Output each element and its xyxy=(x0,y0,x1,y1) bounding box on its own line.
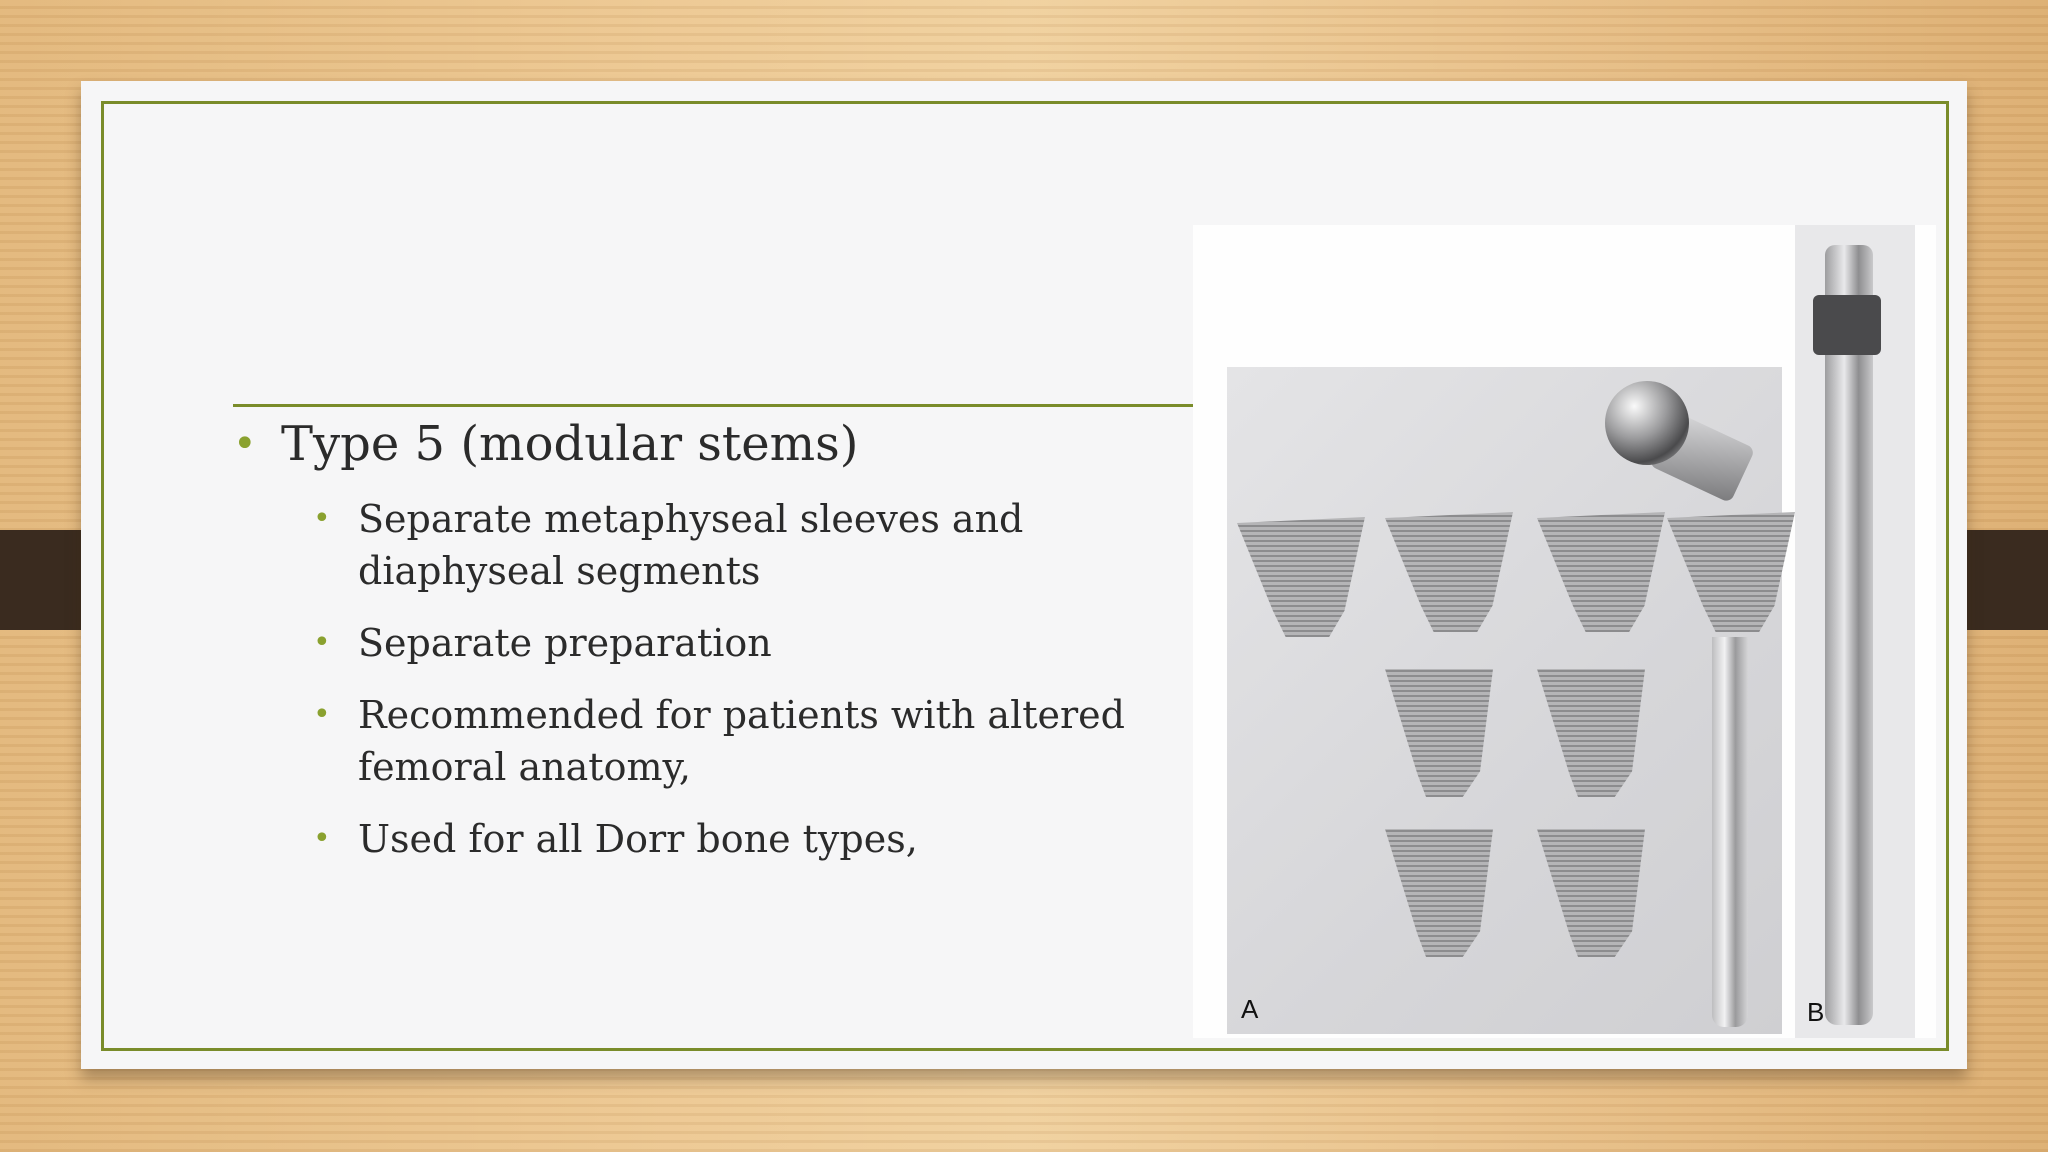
metaphyseal-sleeve xyxy=(1237,517,1365,637)
panel-b-label: B xyxy=(1807,997,1825,1027)
bullet-dot-icon: • xyxy=(313,625,331,660)
bullet-dot-icon: • xyxy=(233,421,257,467)
modular-stem-photo xyxy=(1193,225,1936,1038)
bullet-dot-icon: • xyxy=(313,697,331,732)
metaphyseal-sleeve xyxy=(1385,669,1493,797)
metaphyseal-sleeve xyxy=(1385,512,1513,632)
bullet-item-dorr-types xyxy=(231,813,1191,865)
bullet-text: Recommended for patients with altered femoral anatomy, xyxy=(358,693,1125,789)
slide xyxy=(81,81,1967,1069)
metaphyseal-sleeve xyxy=(1537,829,1645,957)
bullet-list xyxy=(231,411,1191,865)
diaphyseal-stem-a xyxy=(1712,637,1748,1027)
metaphyseal-sleeve xyxy=(1537,669,1645,797)
bullet-text: Separate preparation xyxy=(358,621,772,665)
bullet-item-type5 xyxy=(231,415,1191,473)
metaphyseal-sleeve xyxy=(1537,512,1665,632)
bullet-text: Separate metaphyseal sleeves and diaphyseal segments xyxy=(358,497,1024,593)
diaphyseal-stem-b xyxy=(1825,245,1873,1025)
panel-a-label: A xyxy=(1241,994,1259,1024)
assembled-sleeve xyxy=(1667,512,1795,632)
bullet-item-separate-segments xyxy=(231,493,1191,597)
stem-b-collar xyxy=(1813,295,1881,355)
bullet-dot-icon: • xyxy=(313,821,331,856)
bullet-item-recommended xyxy=(231,689,1191,793)
metaphyseal-sleeve xyxy=(1385,829,1493,957)
binder-clip-right xyxy=(1956,530,2048,630)
bullet-item-separate-preparation xyxy=(231,617,1191,669)
photo-panel-b xyxy=(1795,225,1915,1038)
photo-panel-a xyxy=(1227,367,1782,1034)
bullet-text: Type 5 (modular stems) xyxy=(281,416,859,472)
bullet-dot-icon: • xyxy=(313,501,331,536)
bullet-text: Used for all Dorr bone types, xyxy=(358,817,918,861)
femoral-head-ball xyxy=(1605,381,1689,465)
title-divider-line xyxy=(233,404,1195,407)
